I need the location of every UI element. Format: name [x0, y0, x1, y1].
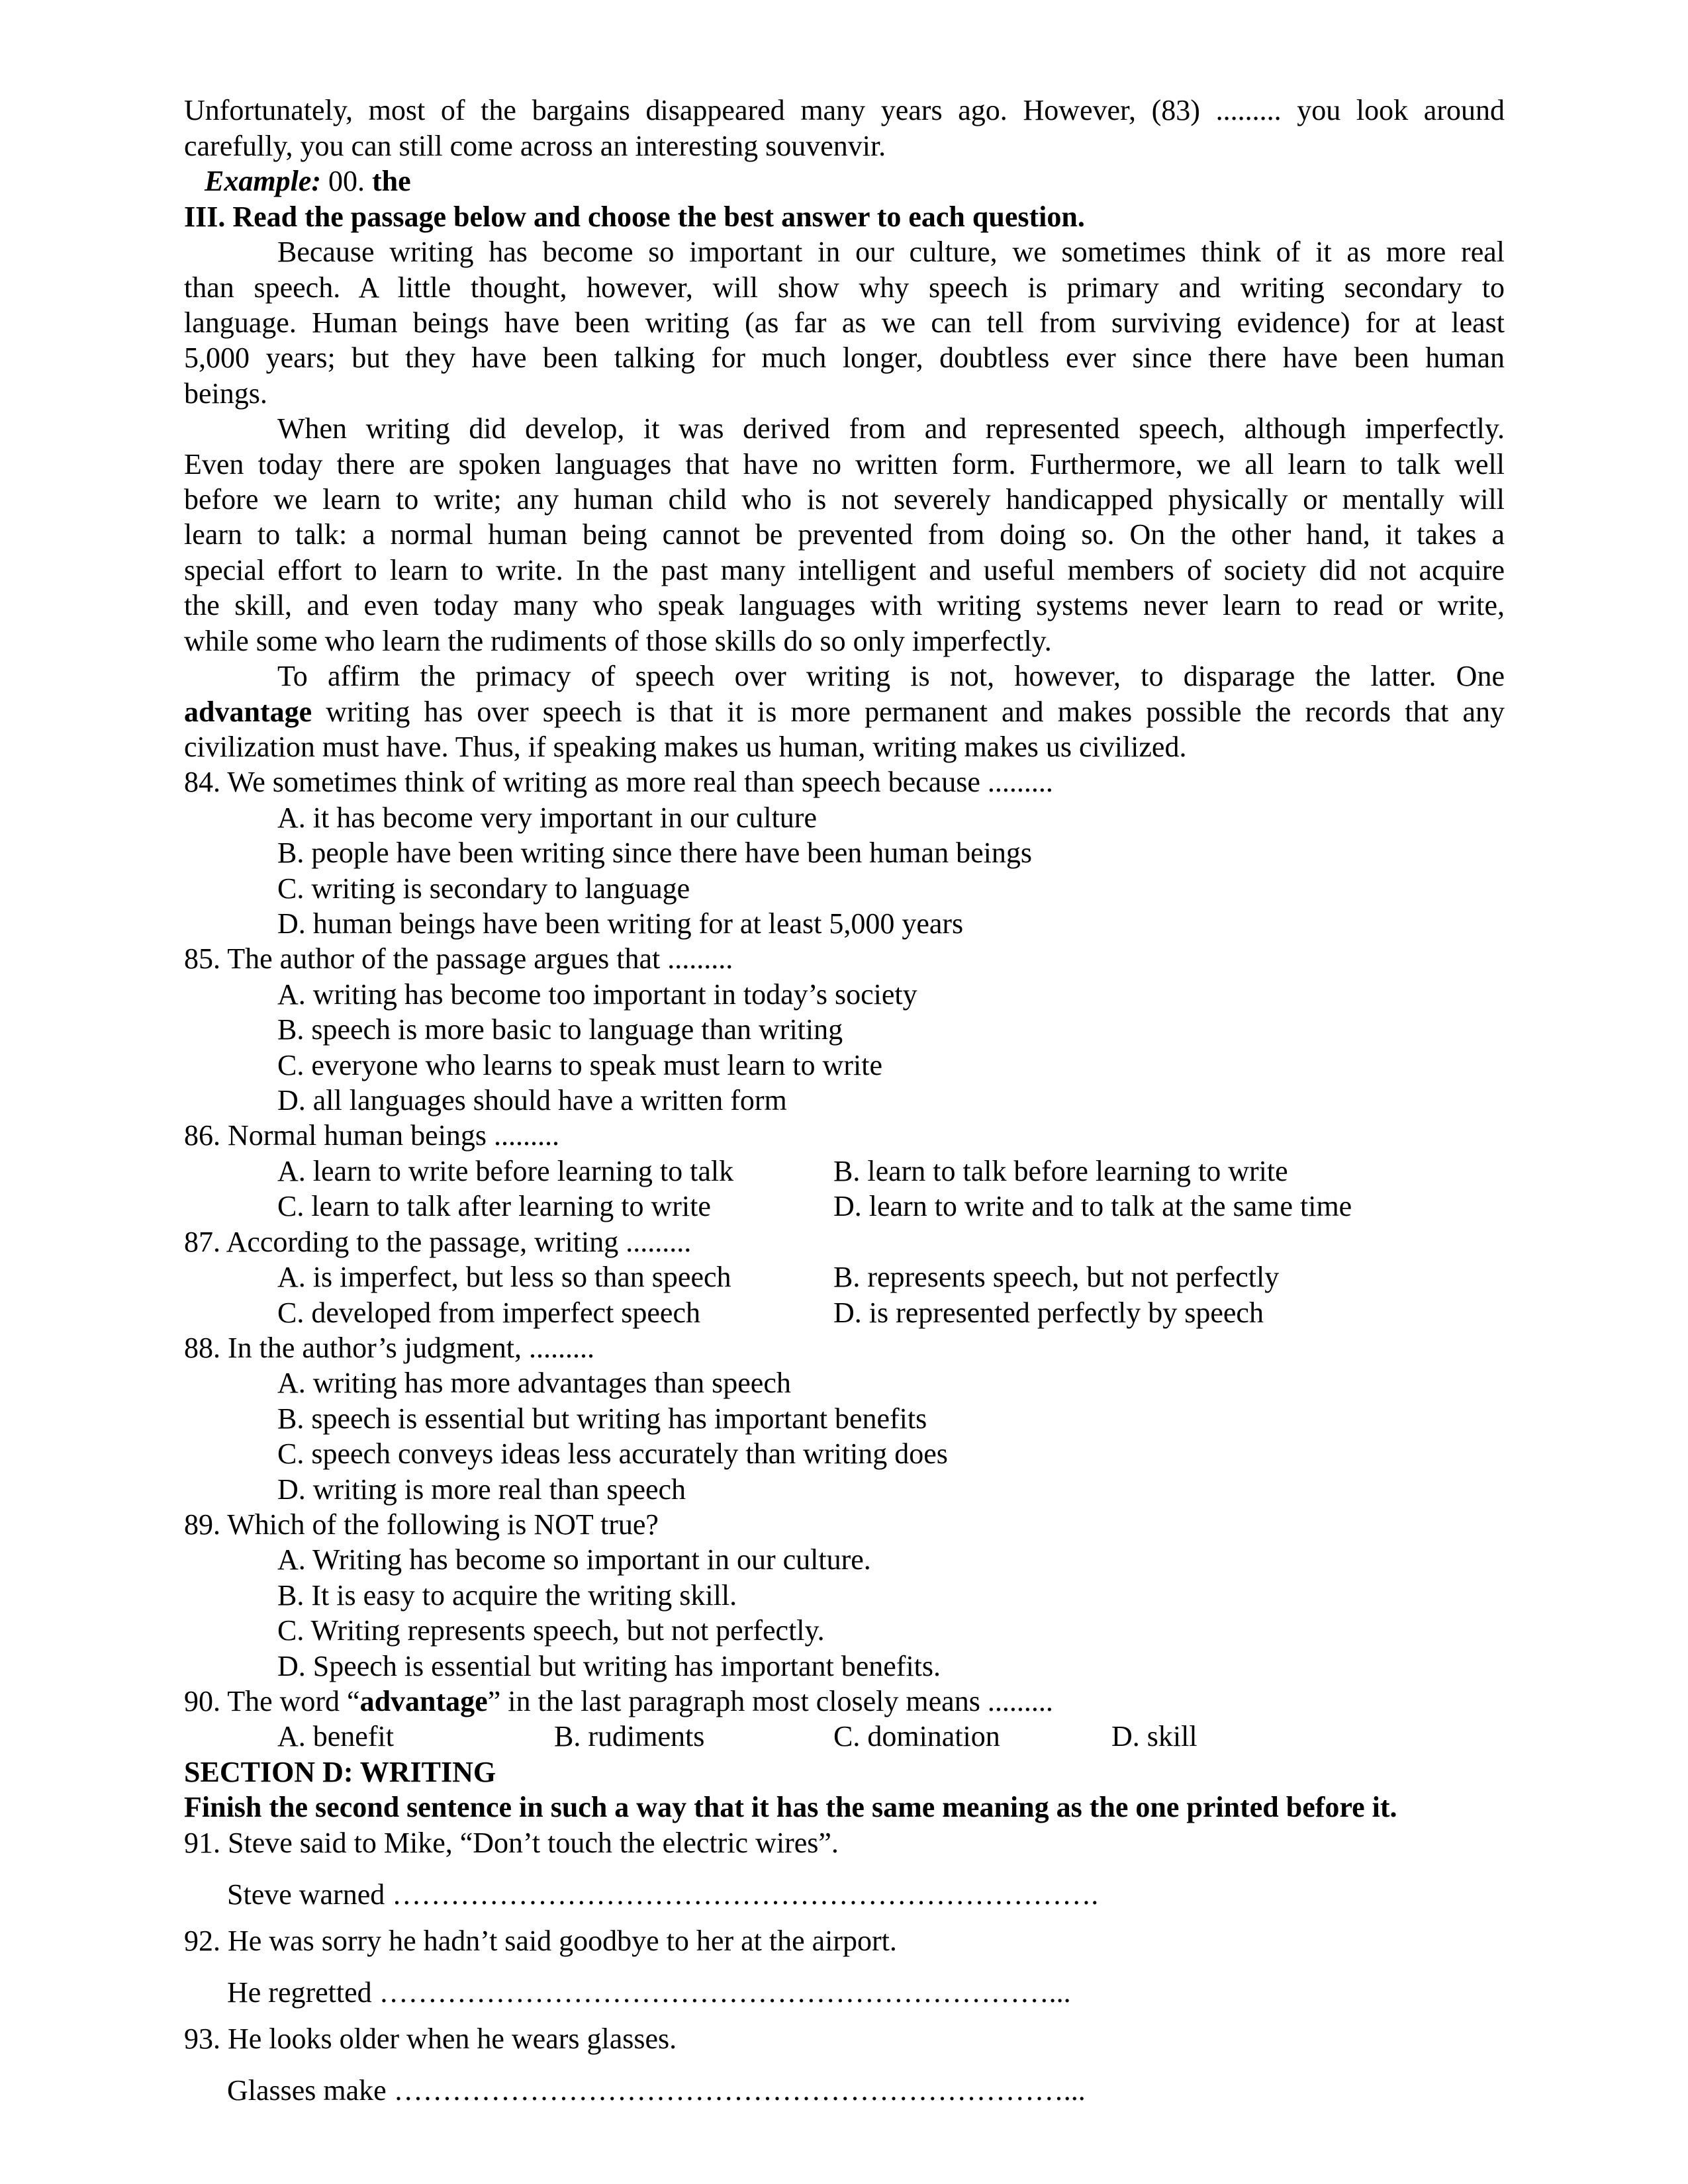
- question-91: 91. Steve said to Mike, “Don’t touch the electric wires”.: [184, 1827, 839, 1859]
- q84-option-a[interactable]: A. it has become very important in our culture: [277, 801, 817, 834]
- keyword-advantage: advantage: [184, 696, 312, 728]
- q84-option-c[interactable]: C. writing is secondary to language: [277, 872, 690, 905]
- q88-option-d[interactable]: D. writing is more real than speech: [277, 1473, 686, 1506]
- q87-option-c[interactable]: C. developed from imperfect speech: [277, 1297, 700, 1329]
- q86-option-b[interactable]: B. learn to talk before learning to write: [833, 1155, 1288, 1187]
- q84-option-b[interactable]: B. people have been writing since there have been human beings: [277, 837, 1032, 869]
- q89-option-a[interactable]: A. Writing has become so important in our culture.: [277, 1543, 871, 1576]
- q91-answer-line[interactable]: Steve warned ……………………………………………………………….: [227, 1878, 1099, 1911]
- question-92: 92. He was sorry he hadn’t said goodbye to her at the airport.: [184, 1925, 897, 1957]
- p3-line: civilization must have. Thus, if speaking makes us human, writing makes us civilized.: [184, 731, 1187, 763]
- q85-option-c[interactable]: C. everyone who learns to speak must learn to write: [277, 1049, 882, 1081]
- part3-heading: III. Read the passage below and choose the best answer to each question.: [184, 201, 1085, 233]
- question-84: 84. We sometimes think of writing as more real than speech because .........: [184, 766, 1053, 798]
- keyword-advantage: advantage: [359, 1685, 488, 1717]
- example-answer: the: [371, 165, 411, 197]
- p2-line: learn to talk: a normal human being cannot be prevented from doing so. On the other hand, it takes a: [184, 518, 1505, 551]
- p2-line: Even today there are spoken languages that have no written form. Furthermore, we all learn to talk well: [184, 448, 1505, 480]
- p1-line: than speech. A little thought, however, will show why speech is primary and writing secondary to: [184, 271, 1505, 304]
- p2-line: When writing did develop, it was derived from and represented speech, although imperfectly.: [277, 412, 1505, 445]
- q93-answer-line[interactable]: Glasses make ……………………………………………………………...: [227, 2074, 1086, 2107]
- q90-option-d[interactable]: D. skill: [1111, 1720, 1197, 1752]
- q90-option-b[interactable]: B. rudiments: [554, 1720, 705, 1752]
- p2-line: the skill, and even today many who speak languages with writing systems never learn to read or write,: [184, 589, 1505, 621]
- q92-answer-line[interactable]: He regretted ……………………………………………………………...: [227, 1976, 1071, 2009]
- q86-option-d[interactable]: D. learn to write and to talk at the same time: [833, 1190, 1352, 1222]
- p2-line: before we learn to write; any human child who is not severely handicapped physically or mentally will: [184, 483, 1505, 516]
- q89-option-c[interactable]: C. Writing represents speech, but not perfectly.: [277, 1614, 825, 1647]
- p1-line: language. Human beings have been writing (as far as we can tell from surviving evidence) for at least: [184, 306, 1505, 339]
- q89-option-b[interactable]: B. It is easy to acquire the writing skill.: [277, 1579, 737, 1612]
- p1-line: Because writing has become so important in our culture, we sometimes think of it as more real: [277, 236, 1505, 268]
- q87-option-b[interactable]: B. represents speech, but not perfectly: [833, 1261, 1280, 1293]
- question-87: 87. According to the passage, writing .........: [184, 1226, 692, 1258]
- q88-option-b[interactable]: B. speech is essential but writing has important benefits: [277, 1402, 927, 1435]
- example-number: 00.: [328, 165, 365, 197]
- question-93: 93. He looks older when he wears glasses.: [184, 2023, 677, 2055]
- p2-line: special effort to learn to write. In the past many intelligent and useful members of society did not acquire: [184, 554, 1505, 586]
- section-d-heading: SECTION D: WRITING: [184, 1756, 496, 1788]
- q88-option-a[interactable]: A. writing has more advantages than speech: [277, 1367, 791, 1399]
- q89-option-d[interactable]: D. Speech is essential but writing has important benefits.: [277, 1650, 941, 1682]
- question-88: 88. In the author’s judgment, .........: [184, 1332, 594, 1364]
- question-89: 89. Which of the following is NOT true?: [184, 1508, 659, 1541]
- q85-option-d[interactable]: D. all languages should have a written form: [277, 1084, 787, 1116]
- section-d-instruction: Finish the second sentence in such a way that it has the same meaning as the one printed before it.: [184, 1791, 1397, 1823]
- question-85: 85. The author of the passage argues that .........: [184, 942, 733, 975]
- question-90: 90. The word “advantage” in the last paragraph most closely means .........: [184, 1685, 1053, 1717]
- q86-option-c[interactable]: C. learn to talk after learning to write: [277, 1190, 711, 1222]
- passage-line: Unfortunately, most of the bargains disappeared many years ago. However, (83) ......... you look around: [184, 94, 1505, 126]
- q84-option-d[interactable]: D. human beings have been writing for at least 5,000 years: [277, 907, 964, 940]
- q87-option-a[interactable]: A. is imperfect, but less so than speech: [277, 1261, 731, 1293]
- p1-line: 5,000 years; but they have been talking for much longer, doubtless ever since there have been human: [184, 341, 1505, 374]
- q85-option-b[interactable]: B. speech is more basic to language than writing: [277, 1013, 843, 1046]
- p3-line: advantage writing has over speech is that it is more permanent and makes possible the records that any: [184, 696, 1505, 728]
- example-label: Example:: [205, 165, 321, 197]
- q85-option-a[interactable]: A. writing has become too important in today’s society: [277, 978, 917, 1011]
- question-86: 86. Normal human beings .........: [184, 1119, 560, 1152]
- q90-option-a[interactable]: A. benefit: [277, 1720, 394, 1752]
- example-line: [205, 163, 1688, 199]
- q88-option-c[interactable]: C. speech conveys ideas less accurately than writing does: [277, 1437, 948, 1470]
- p3-line: To affirm the primacy of speech over writing is not, however, to disparage the latter. One: [277, 660, 1505, 692]
- q86-option-a[interactable]: A. learn to write before learning to talk: [277, 1155, 734, 1187]
- passage-line: carefully, you can still come across an interesting souvenvir.: [184, 130, 886, 162]
- q90-option-c[interactable]: C. domination: [833, 1720, 1000, 1752]
- q87-option-d[interactable]: D. is represented perfectly by speech: [833, 1297, 1264, 1329]
- p2-line: while some who learn the rudiments of those skills do so only imperfectly.: [184, 625, 1052, 657]
- p1-line: beings.: [184, 377, 267, 410]
